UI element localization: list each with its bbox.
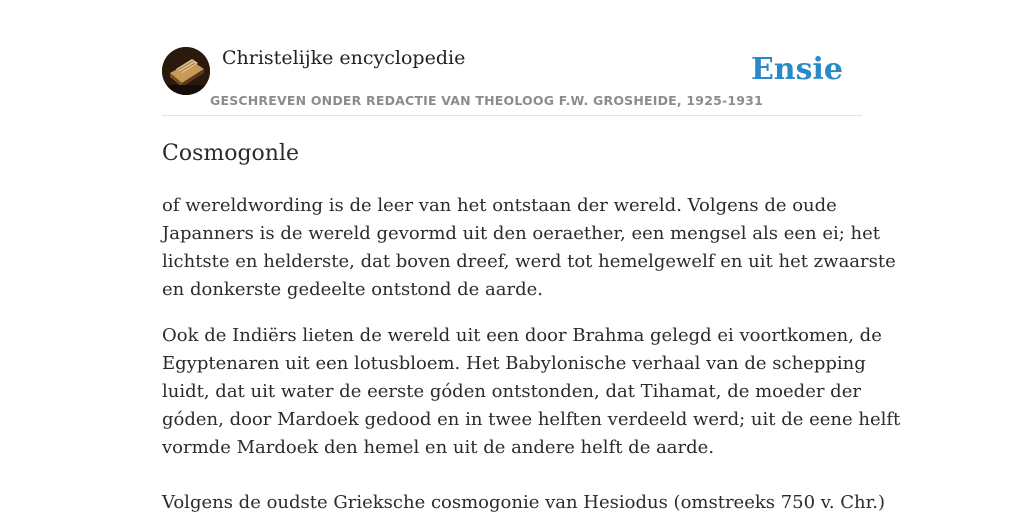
- paragraph-line: luidt, dat uit water de eerste góden ontstonden, dat Tihamat, de moeder der: [162, 381, 861, 402]
- site-subtitle: GESCHREVEN ONDER REDACTIE VAN THEOLOOG F.W. GROSHEIDE, 1925-1931: [210, 93, 763, 108]
- brand-logo[interactable]: Ensie: [750, 52, 843, 87]
- site-title[interactable]: Christelijke encyclopedie: [222, 47, 466, 69]
- paragraph-line: en donkerste gedeelte ontstond de aarde.: [162, 279, 543, 300]
- paragraph-line: Ook de Indiërs lieten de wereld uit een door Brahma gelegd ei voortkomen, de: [162, 325, 882, 346]
- paragraph-line: of wereldwording is de leer van het ontstaan der wereld. Volgens de oude: [162, 195, 837, 216]
- article-body: [162, 192, 901, 512]
- paragraph-line: Volgens de oudste Grieksche cosmogonie van Hesiodus (omstreeks 750 v. Chr.): [162, 492, 886, 512]
- paragraph: [162, 489, 886, 512]
- paragraph-line: Egyptenaren uit een lotusbloem. Het Babylonische verhaal van de schepping: [162, 353, 866, 374]
- paragraph: [162, 322, 901, 462]
- paragraph-line: góden, door Mardoek gedood en in twee helften verdeeld werd; uit de eene helft: [162, 409, 901, 430]
- encyclopedia-avatar[interactable]: [162, 47, 210, 95]
- paragraph-line: Japanners is de wereld gevormd uit den oeraether, een mengsel als een ei; het: [162, 223, 881, 244]
- paragraph-line: vormde Mardoek den hemel en uit de andere helft de aarde.: [162, 437, 715, 458]
- article-title: Cosmogonle: [162, 141, 300, 166]
- paragraph-line: lichtste en helderste, dat boven dreef, werd tot hemelgewelf en uit het zwaarste: [162, 251, 896, 272]
- book-image-icon: [162, 47, 210, 95]
- paragraph: [162, 192, 896, 304]
- site-header: [162, 46, 862, 116]
